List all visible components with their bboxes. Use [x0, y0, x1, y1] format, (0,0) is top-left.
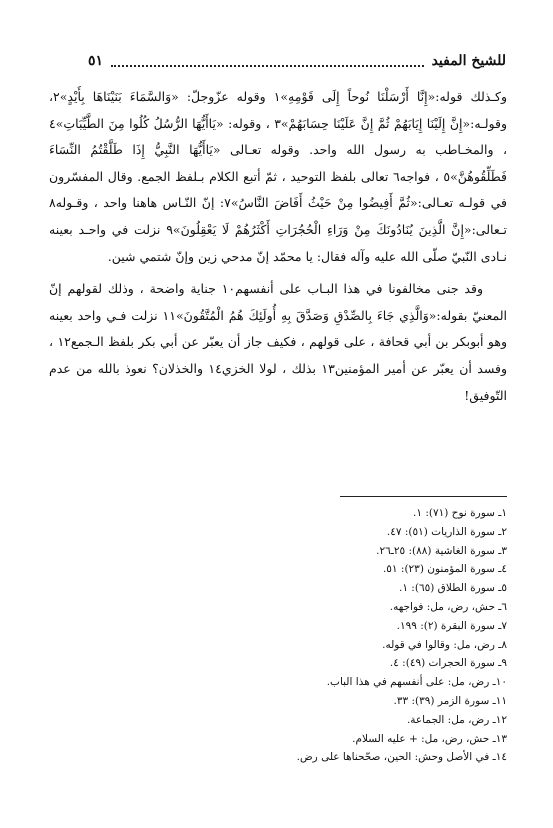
paragraph-1: وكـذلك قوله:«إِنَّا أَرْسَلْنَا نُوحاً إِلَى قَوْمِهِ»١ وقوله عزّوجلّ: «وَالسَّمَاءَ بَنَيْنَاهَا بِأَيْدٍ»٢، وقولـه:«إِنَّ إِلَيْنَا إِيَابَهُمْ ثُمَّ إِنَّ عَلَيْنَا حِسَابَهُمْ»٣ ، وقوله: «يَاأَيُّهَا الرُّسُلُ كُلُوا مِنَ الطَّيِّبَاتِ»٤ ، والمخـاطب به رسول الله واحد. وقوله تعـالى «يَاأَيُّهَا النَّبِيُّ إِذَا طَلَّقْتُمُ النِّسَاءَ فَطَلِّقُوهُنَّ»٥ ، فواجه٦ تعالى بلفظ التوحيد ، ثمّ أتبع الكلام بـلفظ الجمع. وقال المفسّرون في قولـه تعـالى:«ثُمَّ أَفِيضُوا مِنْ حَيْثُ أَفَاضَ النَّاسُ»٧: إنّ النّـاس هاهنا واحد ، وقـوله٨ تـعالى:«إِنَّ الَّذِينَ يُنَادُونَكَ مِنْ وَرَاءِ الْحُجُرَاتِ أَكْثَرُهُمْ لَا يَعْقِلُونَ»٩ نزلت في واحـد بعينه نـادى النّبيّ صلّى الله عليه وآله فقال: يا محمّد إنّ مدحي زين وإنّ شتمي شين. — [49, 89, 507, 264]
running-header — [88, 50, 506, 72]
footnote-12: ١٢ـ رض، مل: الجماعة. — [406, 713, 507, 726]
footnote-2: ٢ـ سورة الذاريات (٥١): ٤٧. — [386, 525, 507, 538]
footnote-11: ١١ـ سورة الزمر (٣٩): ٣٣. — [393, 694, 507, 707]
footnote-8: ٨ـ رض، مل: وقالوا في قوله. — [382, 638, 507, 651]
footnote-10: ١٠ـ رض، مل: على أنفسهم في هذا الباب. — [326, 676, 507, 689]
running-title: للشيخ المفيد — [431, 53, 506, 69]
footnote-6: ٦ـ حش، رض، مل: فواجهه. — [389, 600, 507, 613]
footnote-1: ١ـ سورة نوح (٧١): ١. — [413, 507, 507, 519]
footnote-separator — [340, 496, 507, 497]
footnote-4: ٤ـ سورة المؤمنون (٢٣): ٥١. — [382, 563, 507, 576]
footnote-7: ٧ـ سورة البقرة (٢): ١٩٩. — [396, 619, 507, 632]
footnote-9: ٩ـ سورة الحجرات (٤٩): ٤. — [389, 657, 507, 670]
footnotes-list — [230, 504, 507, 767]
dotted-leader — [111, 56, 424, 67]
footnote-3: ٣ـ سورة الغاشية (٨٨): ٢٥ـ٢٦. — [376, 544, 507, 557]
footnote-5: ٥ـ سورة الطلاق (٦٥): ١. — [398, 582, 507, 595]
main-text — [49, 84, 507, 409]
page-number: ٥١ — [88, 53, 104, 69]
footnote-13: ١٣ـ حش، رض، مل: + عليه السلام. — [352, 732, 507, 745]
footnote-14: ١٤ـ في الأصل وحش: الحين، صحّحناها على رض. — [296, 751, 507, 764]
paragraph-2: وقد جنى مخالفونا في هذا البـاب على أنفسهم١٠ جناية واضحة ، وذلك لقولهم إنّ المعنيّ بقوله:«وَالَّذِي جَاءَ بِالصِّدْقِ وَصَدَّقَ بِهِ أُولَئِكَ هُمُ الْمُتَّقُونَ»١١ نزلت فـي واحد بعينه وهو أبوبكر بن أبي قحافة ، على قولهم ، فكيف جاز أن يعبّر عن أبي بكر بلفظ الـجمع١٢ ، وفسد أن يعبّر عن أمير المؤمنين١٣ بذلك ، لولا الخزي١٤ والخذلان؟ نعوذ بالله من عدم التّوفيق! — [49, 281, 507, 403]
